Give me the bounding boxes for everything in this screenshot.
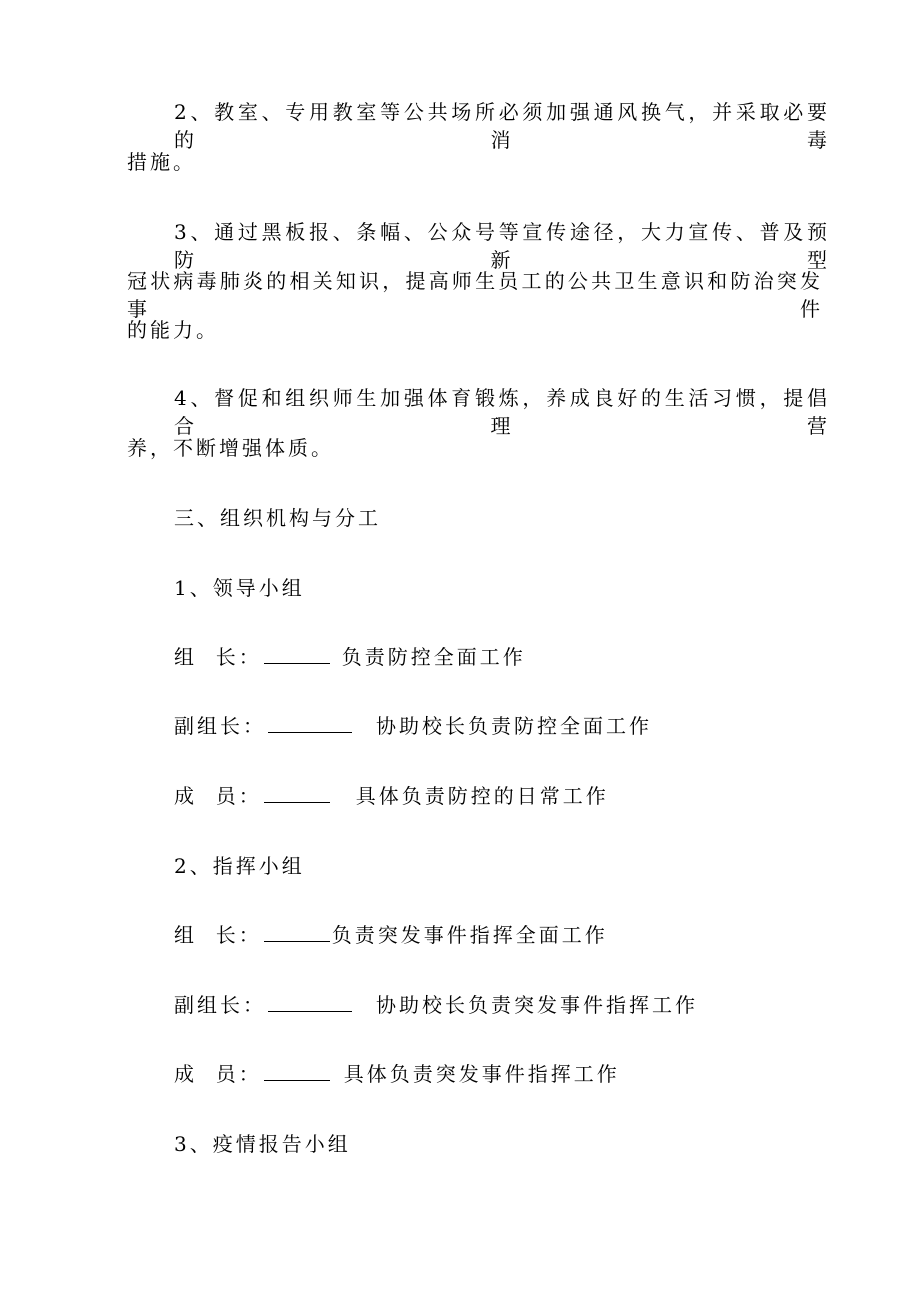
group-1-member-duty: 具体负责防控的日常工作	[355, 784, 609, 808]
group-1-member-label: 成 员：	[174, 784, 262, 808]
group-1-leader-row	[174, 643, 526, 671]
group-2-deputy-label: 副组长：	[174, 993, 266, 1017]
group-2-member-label: 成 员：	[174, 1062, 262, 1086]
group-2-leader-blank	[264, 921, 330, 942]
paragraph-4-line-2: 养，不断增强体质。	[127, 436, 334, 460]
group-1-member-row	[174, 782, 609, 810]
group-2-deputy-blank	[268, 991, 352, 1012]
group-1-title: 1、领导小组	[174, 576, 305, 600]
group-2-member-duty: 具体负责突发事件指挥工作	[343, 1062, 620, 1086]
group-1-deputy-label: 副组长：	[174, 714, 266, 738]
group-2-title: 2、指挥小组	[174, 854, 305, 878]
group-2-leader-label: 组 长：	[174, 923, 262, 947]
group-1-deputy-row	[174, 712, 652, 740]
group-1-member-blank	[264, 782, 330, 803]
paragraph-2-line-2: 措施。	[127, 150, 196, 174]
group-3-title: 3、疫情报告小组	[174, 1132, 351, 1156]
group-2-member-row	[174, 1060, 620, 1088]
group-1-leader-blank	[264, 643, 330, 664]
group-2-deputy-duty: 协助校长负责突发事件指挥工作	[376, 993, 698, 1017]
group-2-leader-row	[174, 921, 608, 949]
group-2-leader-duty: 负责突发事件指挥全面工作	[331, 923, 608, 947]
paragraph-3-line-2: 冠状病毒肺炎的相关知识，提高师生员工的公共卫生意识和防治突发事件	[127, 269, 823, 321]
group-1-leader-duty: 负责防控全面工作	[341, 645, 526, 669]
paragraph-3-line-3: 的能力。	[127, 318, 219, 342]
paragraph-2-line-1: 2、教室、专用教室等公共场所必须加强通风换气，并采取必要的消毒	[174, 100, 830, 152]
group-2-member-blank	[264, 1060, 330, 1081]
paragraph-4-line-1: 4、督促和组织师生加强体育锻炼，养成良好的生活习惯，提倡合理营	[174, 386, 830, 438]
group-1-deputy-duty: 协助校长负责防控全面工作	[376, 714, 652, 738]
group-2-deputy-row	[174, 991, 698, 1019]
paragraph-3-line-1: 3、通过黑板报、条幅、公众号等宣传途径，大力宣传、普及预防新型	[174, 220, 830, 272]
group-1-deputy-blank	[268, 712, 352, 733]
group-1-leader-label: 组 长：	[174, 645, 262, 669]
section-3-heading: 三、组织机构与分工	[174, 506, 381, 530]
